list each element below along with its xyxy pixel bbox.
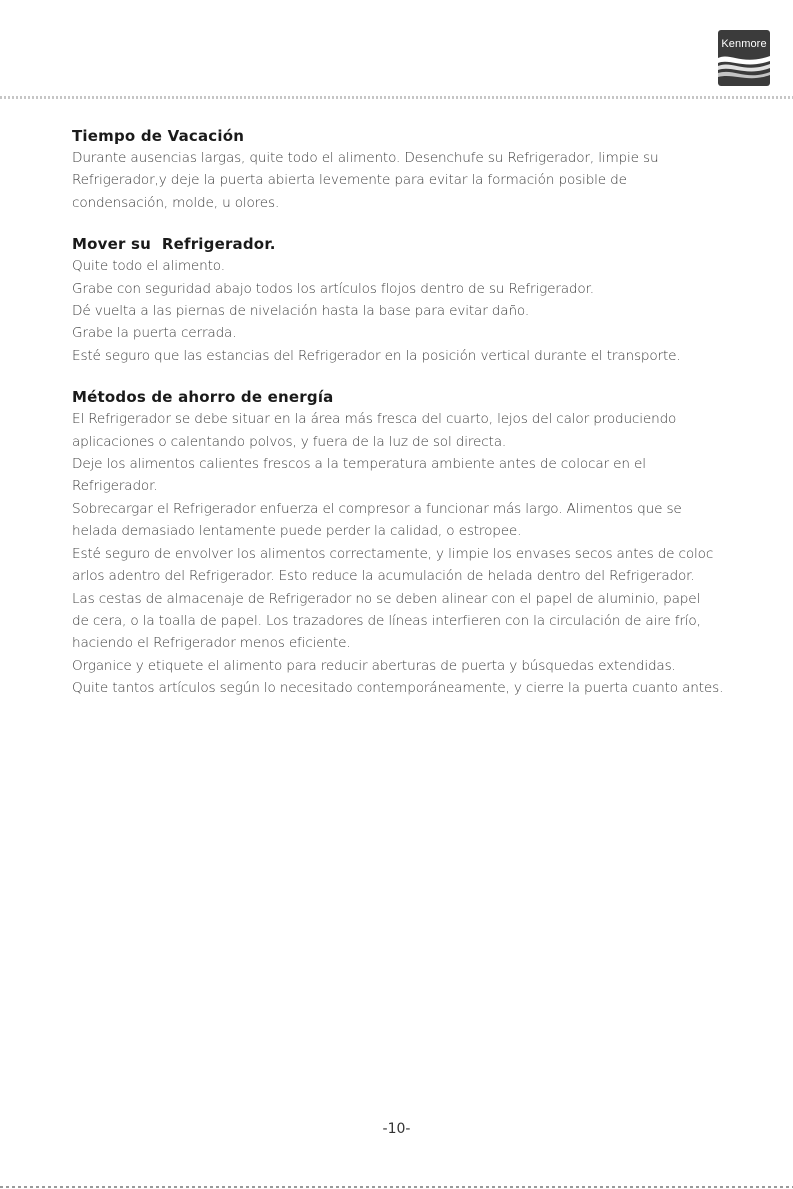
section-moving	[72, 233, 762, 367]
kenmore-logo	[718, 30, 770, 86]
paragraph-line: Refrigerador,y deje la puerta abierta levemente para evitar la formación posible de	[72, 172, 627, 189]
paragraph-line: Las cestas de almacenaje de Refrigerador no se deben alinear con el papel de aluminio, papel	[72, 590, 701, 607]
paragraph-line: Grabe la puerta cerrada.	[72, 325, 237, 342]
paragraph-line: Grabe con seguridad abajo todos los artículos flojos dentro de su Refrigerador.	[72, 280, 594, 297]
section-vacation	[72, 125, 762, 214]
paragraph-line: Durante ausencias largas, quite todo el alimento. Desenchufe su Refrigerador, limpie su	[72, 150, 659, 166]
footer-dotted-rule	[0, 1186, 793, 1188]
header-dotted-rule	[0, 96, 793, 99]
paragraph-line: arlos adentro del Refrigerador. Esto reduce la acumulación de helada dentro del Refrigerador.	[72, 568, 695, 585]
paragraph-line: Dé vuelta a las piernas de nivelación hasta la base para evitar daño.	[72, 303, 530, 320]
logo-wave-icon	[718, 52, 770, 86]
document-body	[72, 125, 762, 719]
paragraph-line: haciendo el Refrigerador menos eficiente.	[72, 635, 351, 652]
section-title: Métodos de ahorro de energía	[72, 388, 334, 407]
paragraph-line: helada demasiado lentamente puede perder la calidad, o estropee.	[72, 523, 522, 540]
paragraph-line: Quite tantos artículos según lo necesitado contemporáneamente, y cierre la puerta cuanto antes.	[72, 680, 724, 697]
section-title: Mover su Refrigerador.	[72, 235, 276, 254]
paragraph-line: aplicaciones o calentando polvos, y fuera de la luz de sol directa.	[72, 433, 507, 450]
paragraph-line: Organice y etiquete el alimento para reducir aberturas de puerta y búsquedas extendidas.	[72, 657, 676, 674]
paragraph-line: Esté seguro que las estancias del Refrigerador en la posición vertical durante el transporte.	[72, 347, 681, 364]
section-energy-saving	[72, 386, 762, 699]
logo-text: Kenmore	[721, 38, 767, 50]
page-number: -10-	[382, 1121, 411, 1137]
paragraph-line: Sobrecargar el Refrigerador enfuerza el compresor a funcionar más largo. Alimentos que se	[72, 500, 682, 517]
paragraph-line: de cera, o la toalla de papel. Los trazadores de líneas interfieren con la circulación de aire frío,	[72, 612, 701, 629]
paragraph-line: Quite todo el alimento.	[72, 258, 225, 275]
section-title: Tiempo de Vacación	[72, 127, 245, 145]
paragraph-line: condensación, molde, u olores.	[72, 194, 280, 211]
paragraph-line: El Refrigerador se debe situar en la área más fresca del cuarto, lejos del calor produciendo	[72, 411, 677, 428]
paragraph-line: Esté seguro de envolver los alimentos correctamente, y limpie los envases secos antes de coloc	[72, 545, 714, 562]
paragraph-line: Deje los alimentos calientes frescos a la temperatura ambiente antes de colocar en el	[72, 456, 646, 473]
paragraph-line: Refrigerador.	[72, 478, 158, 495]
